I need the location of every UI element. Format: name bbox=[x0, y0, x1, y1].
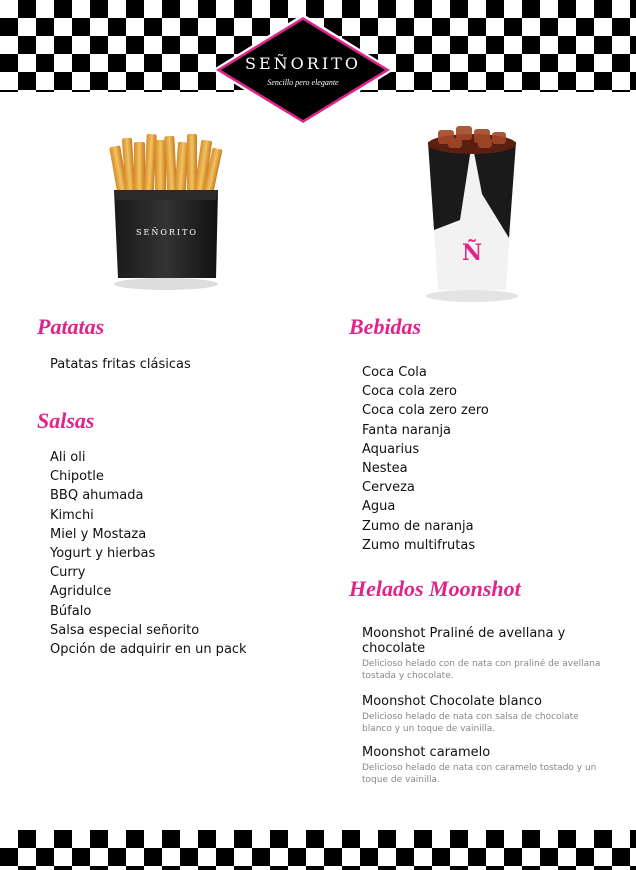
list-item: Nestea bbox=[362, 460, 408, 476]
section-title-patatas: Patatas bbox=[37, 314, 105, 339]
list-item: Curry bbox=[50, 565, 86, 581]
salsas-list bbox=[50, 448, 247, 659]
list-item: BBQ ahumada bbox=[50, 488, 144, 504]
brand-name: SEÑORITO bbox=[245, 54, 361, 73]
dessert-name: Moonshot Chocolate blanco bbox=[362, 694, 542, 709]
cup-logo: Ñ bbox=[461, 240, 483, 266]
brand-logo bbox=[212, 14, 394, 126]
fries-image bbox=[100, 128, 230, 296]
section-title-salsas: Salsas bbox=[37, 408, 95, 433]
list-item: Zumo multifrutas bbox=[362, 537, 476, 553]
list-item: Búfalo bbox=[50, 603, 92, 619]
list-item: Aquarius bbox=[362, 441, 420, 457]
dessert-item bbox=[362, 745, 602, 786]
dessert-name: Moonshot caramelo bbox=[362, 745, 491, 760]
list-item: Kimchi bbox=[50, 507, 94, 523]
dessert-description: Delicioso helado de nata con salsa de chocolate blanco y un toque de vainilla. bbox=[362, 712, 579, 734]
list-item: Fanta naranja bbox=[362, 422, 452, 438]
list-item: Zumo de naranja bbox=[362, 518, 474, 534]
list-item: Yogurt y hierbas bbox=[50, 545, 156, 561]
list-item: Agua bbox=[362, 499, 396, 515]
list-item: Coca cola zero bbox=[362, 384, 457, 400]
list-item: Salsa especial señorito bbox=[50, 622, 200, 638]
section-title-bebidas: Bebidas bbox=[349, 314, 422, 339]
dessert-item bbox=[362, 694, 602, 735]
dessert-description: Delicioso helado de nata con caramelo tostado y un toque de vainilla. bbox=[362, 763, 597, 785]
list-item: Miel y Mostaza bbox=[50, 526, 147, 542]
list-item: Patatas fritas clásicas bbox=[50, 357, 191, 372]
section-title-helados: Helados Moonshot bbox=[349, 576, 521, 601]
list-item: Chipotle bbox=[50, 469, 104, 485]
dessert-description: Delicioso helado con de nata con praliné de avellana tostada y chocolate. bbox=[362, 659, 601, 681]
list-item: Coca cola zero zero bbox=[362, 403, 489, 419]
list-item: Ali oli bbox=[50, 450, 86, 465]
list-item: Coca Cola bbox=[362, 365, 427, 380]
bebidas-list bbox=[362, 363, 489, 555]
bag-logo: SEÑORITO bbox=[136, 228, 198, 237]
list-item: Agridulce bbox=[50, 584, 112, 600]
dessert-name: Moonshot Praliné de avellana y chocolate bbox=[362, 626, 566, 656]
list-item: Cerveza bbox=[362, 480, 415, 496]
brand-tagline: Sencillo pero elegante bbox=[267, 78, 339, 87]
harlequin-pattern-bottom bbox=[0, 830, 636, 870]
dessert-item bbox=[362, 626, 602, 682]
patatas-list bbox=[50, 355, 191, 374]
list-item: Opción de adquirir en un pack bbox=[50, 641, 247, 657]
soda-cup-image bbox=[412, 120, 532, 306]
